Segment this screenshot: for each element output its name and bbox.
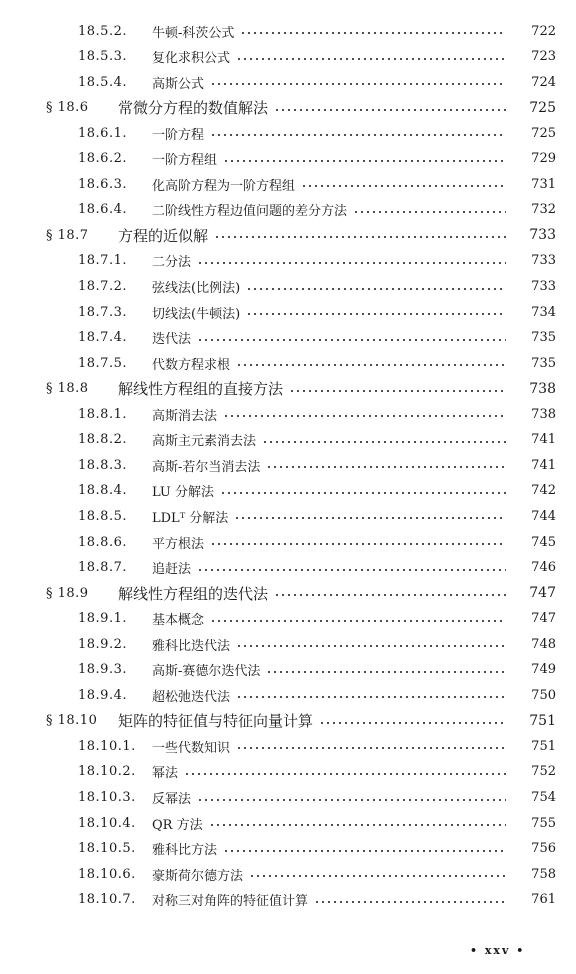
toc-entry-title: 化高阶方程为一阶方程组 (152, 178, 296, 194)
toc-page-number: 751 (531, 738, 556, 754)
toc-page-number: 725 (531, 125, 556, 141)
toc-entry-number: 18.6.4. (78, 202, 127, 218)
toc-entry-number: 18.10.6. (78, 866, 136, 882)
toc-entry-row (0, 733, 576, 759)
toc-entry-number: 18.8.5. (78, 508, 127, 524)
toc-page-number: 735 (531, 355, 556, 371)
toc-page-number: 723 (531, 49, 556, 65)
dot-leader (223, 159, 506, 163)
toc-entry-number: 18.10.7. (78, 892, 136, 908)
toc-page-number: 756 (531, 841, 556, 857)
toc-entry-number: § 18.10 (46, 713, 98, 729)
toc-entry-number: 18.7.3. (78, 304, 127, 320)
toc-page-number: 738 (531, 406, 556, 422)
toc-entry-number: 18.6.3. (78, 176, 127, 192)
toc-entry-row (0, 478, 576, 504)
dot-leader (210, 619, 506, 623)
toc-entry-title: 一阶方程组 (152, 153, 218, 169)
dot-leader (214, 235, 506, 239)
toc-entry-title: 高斯主元素消去法 (152, 434, 257, 450)
toc-page-number: 747 (529, 585, 556, 602)
toc-entry-number: 18.6.2. (78, 151, 127, 167)
toc-entry-row (0, 248, 576, 274)
toc-entry-title: 高斯消去法 (152, 408, 218, 424)
toc-entry-number: 18.7.2. (78, 279, 127, 294)
toc-entry-row (0, 606, 576, 632)
toc-entry-title: 高斯-赛德尔迭代法 (152, 664, 261, 680)
toc-page-number: 733 (531, 253, 556, 269)
toc-page-number: 725 (529, 99, 556, 116)
toc-entry-row (0, 18, 576, 44)
toc-entry-row (0, 657, 576, 683)
dot-leader (236, 57, 506, 61)
toc-page-number: 750 (531, 687, 556, 703)
toc-entry-title: 解线性方程组的直接方法 (118, 380, 284, 399)
dot-leader (197, 261, 506, 265)
dot-leader (197, 338, 506, 342)
toc-entry-title: 一阶方程 (152, 127, 205, 143)
toc-page-number: 722 (531, 23, 556, 39)
dot-leader (353, 210, 506, 214)
toc-entry-title: 弦线法(比例法) (152, 281, 241, 296)
dot-leader (236, 695, 506, 699)
toc-entry-title: 基本概念 (152, 613, 205, 629)
toc-entry-title: QR 方法 (152, 817, 203, 833)
toc-entry-title: 复化求积公式 (152, 51, 231, 67)
toc-entry-row (0, 836, 576, 862)
toc-entry-title: 一些代数知识 (152, 740, 231, 756)
toc-entry-number: § 18.6 (46, 100, 89, 116)
toc-entry-number: 18.8.7. (78, 560, 127, 576)
toc-entry-number: 18.7.5. (78, 355, 127, 371)
toc-entry-row (0, 120, 576, 146)
toc-page-number: 729 (531, 151, 556, 167)
toc-entry-row (0, 69, 576, 95)
toc-page-number: 745 (531, 534, 556, 550)
toc-entry-row (0, 325, 576, 351)
toc-entry-row (0, 631, 576, 657)
dot-leader (314, 900, 506, 904)
toc-page-number: 758 (531, 866, 556, 882)
toc-page-number: 742 (531, 483, 556, 499)
dot-leader (236, 644, 506, 648)
toc-entry-number: 18.8.6. (78, 534, 127, 550)
dot-leader (266, 465, 506, 469)
dot-leader (223, 849, 506, 853)
dot-leader (223, 414, 506, 418)
toc-page-number: 747 (531, 611, 556, 627)
toc-entry-row (0, 810, 576, 836)
dot-leader (246, 287, 506, 291)
toc-page-number: 733 (531, 279, 556, 294)
toc-section-row (0, 708, 576, 734)
dot-leader (210, 542, 506, 546)
toc-entry-row (0, 299, 576, 325)
toc-entry-row (0, 555, 576, 581)
toc-entry-row (0, 350, 576, 376)
toc-entry-title: 超松弛迭代法 (152, 689, 231, 705)
toc-entry-title: 代数方程求根 (152, 357, 231, 373)
dot-leader (209, 823, 506, 827)
toc-entry-number: 18.8.4. (78, 483, 127, 499)
toc-entry-title: 雅科比方法 (152, 843, 218, 859)
toc-page-number: 749 (531, 662, 556, 678)
toc-page-number: 741 (531, 432, 556, 448)
dot-leader (262, 440, 506, 444)
toc-entry-number: 18.9.1. (78, 611, 127, 627)
toc-entry-number: 18.8.3. (78, 457, 127, 473)
toc-page-number: 755 (531, 815, 556, 831)
toc-page-number: 754 (531, 790, 556, 805)
toc-section-row (0, 376, 576, 402)
toc-page-number: 752 (531, 764, 556, 780)
toc-page-number: 738 (529, 380, 556, 397)
toc-entry-number: 18.10.1. (78, 738, 136, 754)
toc-entry-row (0, 682, 576, 708)
toc-entry-number: 18.10.2. (78, 764, 136, 780)
toc-page-number: 746 (531, 560, 556, 576)
toc-entry-title: 平方根法 (152, 536, 205, 552)
toc-entry-title: 切线法(牛顿法) (152, 306, 241, 322)
toc-page-number: 733 (529, 227, 556, 244)
dot-leader (234, 516, 506, 520)
toc-page-number: 732 (531, 202, 556, 218)
toc-entry-title: 二阶线性方程边值问题的差分方法 (152, 204, 348, 220)
dot-leader (274, 593, 506, 597)
toc-section-row (0, 580, 576, 606)
dot-leader (210, 133, 506, 137)
dot-leader (197, 568, 506, 572)
toc-entry-number: § 18.9 (46, 585, 89, 601)
toc-entry-number: 18.6.1. (78, 125, 127, 141)
toc-entry-title: 对称三对角阵的特征值计算 (152, 894, 309, 910)
toc-page-number: 731 (531, 176, 556, 192)
toc-entry-row (0, 529, 576, 555)
toc-entry-number: 18.9.2. (78, 636, 127, 652)
toc-entry-row (0, 887, 576, 913)
toc-page-number: 734 (531, 304, 556, 320)
toc-entry-number: 18.9.3. (78, 662, 127, 678)
toc-entry-row (0, 785, 576, 811)
dot-leader (301, 184, 506, 188)
dot-leader (240, 31, 506, 35)
toc-entry-title: 常微分方程的数值解法 (118, 99, 269, 118)
dot-leader (266, 670, 506, 674)
toc-entry-row (0, 197, 576, 223)
toc-entry-row (0, 171, 576, 197)
dot-leader (184, 772, 506, 776)
toc-entry-number: 18.8.2. (78, 432, 127, 448)
toc-page-number: 761 (531, 892, 556, 908)
dot-leader (274, 108, 506, 112)
dot-leader (246, 312, 506, 316)
toc-entry-number: 18.5.4. (78, 74, 127, 90)
dot-leader (197, 798, 506, 802)
toc-entry-title: 矩阵的特征值与特征向量计算 (118, 712, 314, 731)
toc-entry-row (0, 861, 576, 887)
toc-page-number: 751 (529, 712, 556, 729)
dot-leader (236, 363, 506, 367)
toc-entry-row (0, 44, 576, 70)
toc-entry-title: 迭代法 (152, 332, 192, 348)
toc-entry-number: 18.5.3. (78, 49, 127, 65)
toc-entry-title: 牛顿-科茨公式 (152, 25, 235, 41)
toc-entry-row (0, 401, 576, 427)
toc-entry-number: § 18.8 (46, 381, 89, 397)
toc-page-number: 748 (531, 636, 556, 652)
page-number-footer: • xxv • (470, 944, 526, 957)
toc-entry-number: 18.8.1. (78, 406, 127, 422)
toc-entry-row (0, 427, 576, 453)
toc-entry-title: 方程的近似解 (118, 226, 209, 245)
toc-entry-title: 豪斯荷尔德方法 (152, 868, 244, 884)
toc-entry-number: 18.7.1. (78, 253, 127, 269)
toc-entry-number: 18.10.5. (78, 841, 136, 857)
dot-leader (220, 491, 506, 495)
toc-entry-number: 18.7.4. (78, 330, 127, 346)
toc-entry-title: LDLᵀ 分解法 (152, 510, 229, 526)
toc-entry-title: 解线性方程组的迭代法 (118, 584, 269, 603)
toc-entry-title: 追赶法 (152, 562, 192, 578)
dot-leader (210, 82, 506, 86)
toc-entry-number: 18.10.4. (78, 815, 136, 831)
dot-leader (319, 721, 506, 725)
toc-entry-number: 18.5.2. (78, 23, 127, 39)
toc-section-row (0, 95, 576, 121)
toc-section-row (0, 222, 576, 248)
toc-entry-number: 18.10.3. (78, 790, 136, 805)
toc-entry-row (0, 452, 576, 478)
toc-entry-number: § 18.7 (46, 227, 89, 243)
toc-entry-number: 18.9.4. (78, 687, 127, 703)
toc-entry-row (0, 274, 576, 300)
dot-leader (289, 389, 506, 393)
toc-page-number: 724 (531, 74, 556, 90)
toc-page-number: 744 (531, 508, 556, 524)
toc-entry-title: 高斯-若尔当消去法 (152, 459, 261, 475)
toc-entry-title: 反幂法 (152, 792, 192, 807)
toc-entry-row (0, 146, 576, 172)
toc-entry-title: 高斯公式 (152, 76, 205, 92)
toc-entry-title: 雅科比迭代法 (152, 638, 231, 654)
toc-entry-row (0, 503, 576, 529)
toc-entry-title: 二分法 (152, 255, 192, 271)
toc-page-number: 735 (531, 330, 556, 346)
toc-entry-title: LU 分解法 (152, 485, 215, 501)
toc-page-number: 741 (531, 457, 556, 473)
dot-leader (249, 874, 506, 878)
toc-entry-row (0, 759, 576, 785)
toc-entry-title: 幂法 (152, 766, 179, 782)
dot-leader (236, 746, 506, 750)
